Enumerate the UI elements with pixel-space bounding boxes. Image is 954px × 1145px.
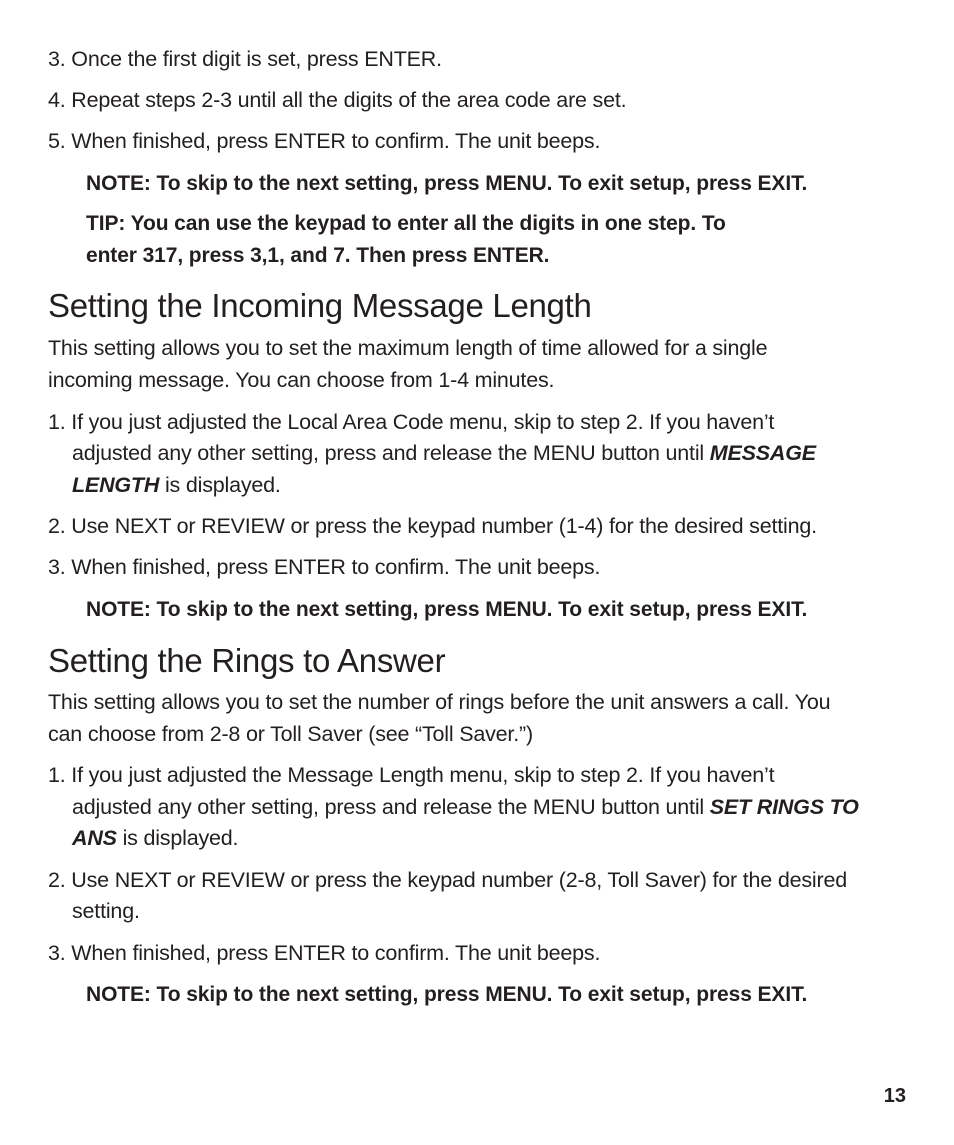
intro-step-4: 4. Repeat steps 2-3 until all the digits of the area code are set. (48, 88, 627, 112)
display-keyword: LENGTH (72, 473, 160, 497)
rings-step-1-line-1: 1. If you just adjusted the Message Length menu, skip to step 2. If you haven’t (48, 763, 775, 787)
section-heading-message-length: Setting the Incoming Message Length (48, 287, 592, 324)
message-length-step-3: 3. When finished, press ENTER to confirm. The unit beeps. (48, 555, 601, 579)
rings-note: NOTE: To skip to the next setting, press MENU. To exit setup, press EXIT. (86, 983, 808, 1006)
message-length-step-1-line-2 (72, 438, 816, 469)
intro-step-5: 5. When finished, press ENTER to confirm. The unit beeps. (48, 129, 601, 153)
message-length-step-1-line-1: 1. If you just adjusted the Local Area Code menu, skip to step 2. If you haven’t (48, 410, 775, 434)
page-number: 13 (883, 1085, 906, 1107)
rings-step-3: 3. When finished, press ENTER to confirm. The unit beeps. (48, 941, 601, 965)
rings-step-1-line-3 (72, 823, 238, 854)
intro-tip-line-1: TIP: You can use the keypad to enter all the digits in one step. To (86, 212, 726, 235)
rings-desc-line-1: This setting allows you to set the number of rings before the unit answers a call. You (48, 690, 831, 714)
intro-tip-line-2: enter 317, press 3,1, and 7. Then press ENTER. (86, 244, 550, 267)
rings-desc-line-2: can choose from 2-8 or Toll Saver (see “Toll Saver.”) (48, 722, 533, 746)
message-length-step-2: 2. Use NEXT or REVIEW or press the keypad number (1-4) for the desired setting. (48, 514, 817, 538)
section-heading-rings-to-answer: Setting the Rings to Answer (48, 642, 446, 679)
step-text: adjusted any other setting, press and release the MENU button until (72, 795, 710, 819)
step-text: is displayed. (116, 826, 239, 850)
step-text: is displayed. (159, 473, 281, 497)
intro-step-3: 3. Once the first digit is set, press ENTER. (48, 47, 442, 71)
display-keyword: SET RINGS TO (709, 795, 859, 819)
rings-step-2-line-2: setting. (72, 899, 140, 923)
display-keyword: ANS (72, 826, 117, 850)
rings-step-1-line-2 (72, 792, 859, 823)
message-length-note: NOTE: To skip to the next setting, press MENU. To exit setup, press EXIT. (86, 598, 808, 621)
rings-step-2-line-1: 2. Use NEXT or REVIEW or press the keypad number (2-8, Toll Saver) for the desired (48, 868, 847, 892)
step-text: adjusted any other setting, press and release the MENU button until (72, 441, 710, 465)
display-keyword: MESSAGE (709, 441, 816, 465)
message-length-desc-line-1: This setting allows you to set the maximum length of time allowed for a single (48, 336, 768, 360)
message-length-step-1-line-3 (72, 470, 281, 501)
intro-note: NOTE: To skip to the next setting, press MENU. To exit setup, press EXIT. (86, 172, 808, 195)
message-length-desc-line-2: incoming message. You can choose from 1-4 minutes. (48, 368, 555, 392)
